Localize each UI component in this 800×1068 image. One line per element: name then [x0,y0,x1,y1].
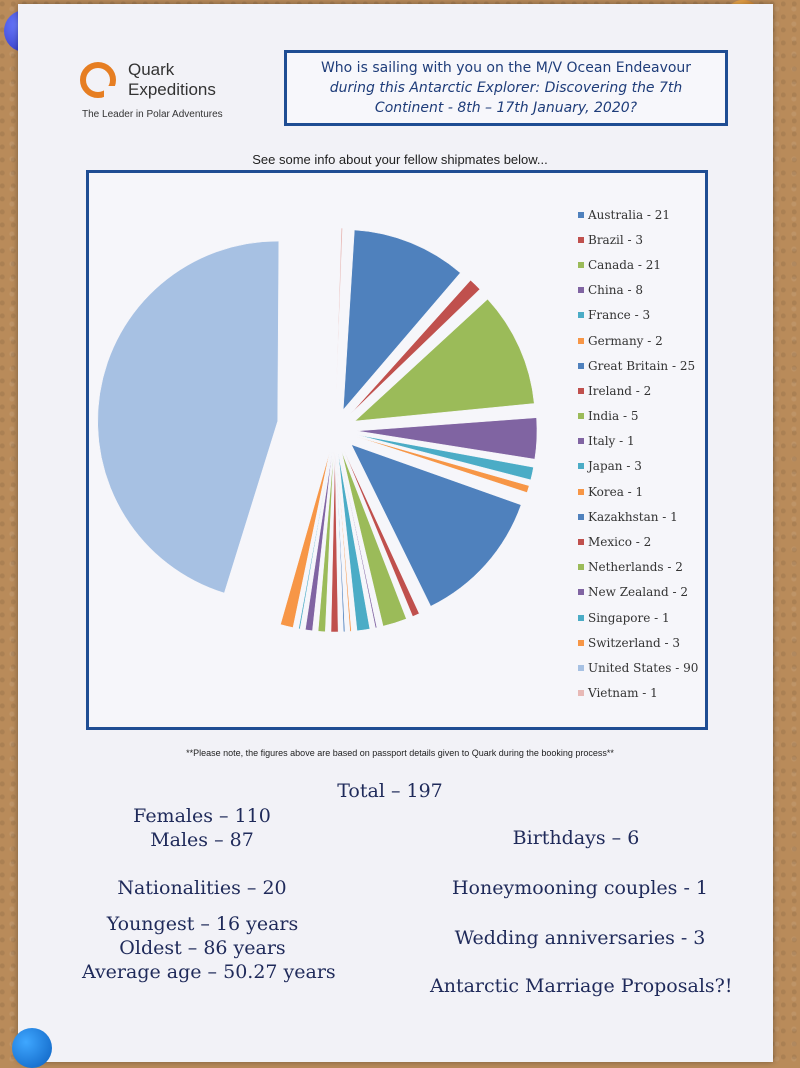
poster-title-box [284,50,728,126]
legend-item-canada [578,252,698,277]
legend-swatch [578,640,584,646]
legend-swatch [578,363,584,369]
logo-name-line2: Expeditions [128,80,216,99]
logo-tagline: The Leader in Polar Adventures [82,109,223,120]
legend-swatch [578,388,584,394]
legend-item-united-states [578,655,698,680]
legend-item-switzerland [578,630,698,655]
legend-swatch [578,463,584,469]
legend-item-india [578,404,698,429]
stat-youngest: Youngest – 16 years [106,913,299,935]
legend-item-france [578,303,698,328]
legend-label: Singapore - 1 [588,610,670,625]
legend-swatch [578,665,584,671]
legend-swatch [578,489,584,495]
pie-chart [95,180,565,680]
legend-item-ireland [578,378,698,403]
legend-swatch [578,438,584,444]
poster-title [321,58,691,118]
poster-title-line3: Continent - 8th – 17th January, 2020? [374,100,638,116]
legend-label: Canada - 21 [588,257,662,272]
legend-label: Kazakhstan - 1 [588,509,678,524]
legend-swatch [578,237,584,243]
legend-label: Italy - 1 [588,434,635,449]
pie-slice-united-states [98,241,279,593]
legend-label: Great Britain - 25 [588,358,696,373]
legend-swatch [578,589,584,595]
legend-label: Japan - 3 [588,459,642,474]
footnote: **Please note, the figures above are based on passport details given to Quark during the booking process** [186,748,614,758]
legend-item-vietnam [578,681,698,706]
legend-swatch [578,287,584,293]
legend-swatch [578,338,584,344]
stat-honeymoon: Honeymooning couples - 1 [451,877,708,899]
legend-item-china [578,278,698,303]
stat-anniversaries: Wedding anniversaries - 3 [454,927,706,949]
stat-birthdays: Birthdays – 6 [512,827,640,849]
legend-swatch [578,312,584,318]
legend-label: China - 8 [588,283,643,298]
legend-swatch [578,413,584,419]
legend-label: Ireland - 2 [588,383,652,398]
stat-proposals: Antarctic Marriage Proposals?! [430,975,733,997]
legend-label: Brazil - 3 [588,232,644,247]
legend-item-singapore [578,605,698,630]
stat-total: Total – 197 [337,780,443,802]
legend-label: Netherlands - 2 [588,560,683,575]
stat-females: Females – 110 [133,805,271,827]
legend-label: Korea - 1 [588,484,644,499]
legend-swatch [578,539,584,545]
logo-name-line1: Quark [128,60,175,79]
legend-label: Australia - 21 [588,207,671,222]
legend-item-japan [578,454,698,479]
legend-label: Switzerland - 3 [588,635,681,650]
chart-subtitle: See some info about your fellow shipmates below... [252,152,548,167]
stat-nationalities: Nationalities – 20 [117,877,287,899]
legend-swatch [578,514,584,520]
poster-title-line1: Who is sailing with you on the M/V Ocean Endeavour [320,60,692,76]
pin-bottom-left [12,1028,52,1068]
stat-average-age: Average age – 50.27 years [82,961,336,983]
poster-title-line2: during this Antarctic Explorer: Discovering the 7th [329,80,683,96]
quark-logo [80,62,280,132]
legend-label: India - 5 [588,409,639,424]
legend-item-italy [578,429,698,454]
legend-label: Germany - 2 [588,333,663,348]
legend-label: Vietnam - 1 [588,686,658,701]
pie-slice-vietnam [336,228,343,408]
legend-label: New Zealand - 2 [588,585,689,600]
legend-swatch [578,262,584,268]
legend-label: Mexico - 2 [588,535,652,550]
legend-item-korea [578,479,698,504]
legend-item-kazakhstan [578,504,698,529]
legend-item-australia [578,202,698,227]
logo-wordmark [128,60,216,100]
legend-item-brazil [578,227,698,252]
legend-swatch [578,615,584,621]
chart-legend [578,202,698,706]
legend-swatch [578,564,584,570]
legend-item-germany [578,328,698,353]
legend-label: France - 3 [588,308,651,323]
legend-item-netherlands [578,555,698,580]
legend-swatch [578,212,584,218]
stat-oldest: Oldest – 86 years [119,937,286,959]
quark-logo-icon [80,62,116,98]
legend-item-mexico [578,529,698,554]
legend-item-great-britain [578,353,698,378]
legend-label: United States - 90 [588,660,699,675]
legend-item-new-zealand [578,580,698,605]
stat-males: Males – 87 [150,829,254,851]
legend-swatch [578,690,584,696]
